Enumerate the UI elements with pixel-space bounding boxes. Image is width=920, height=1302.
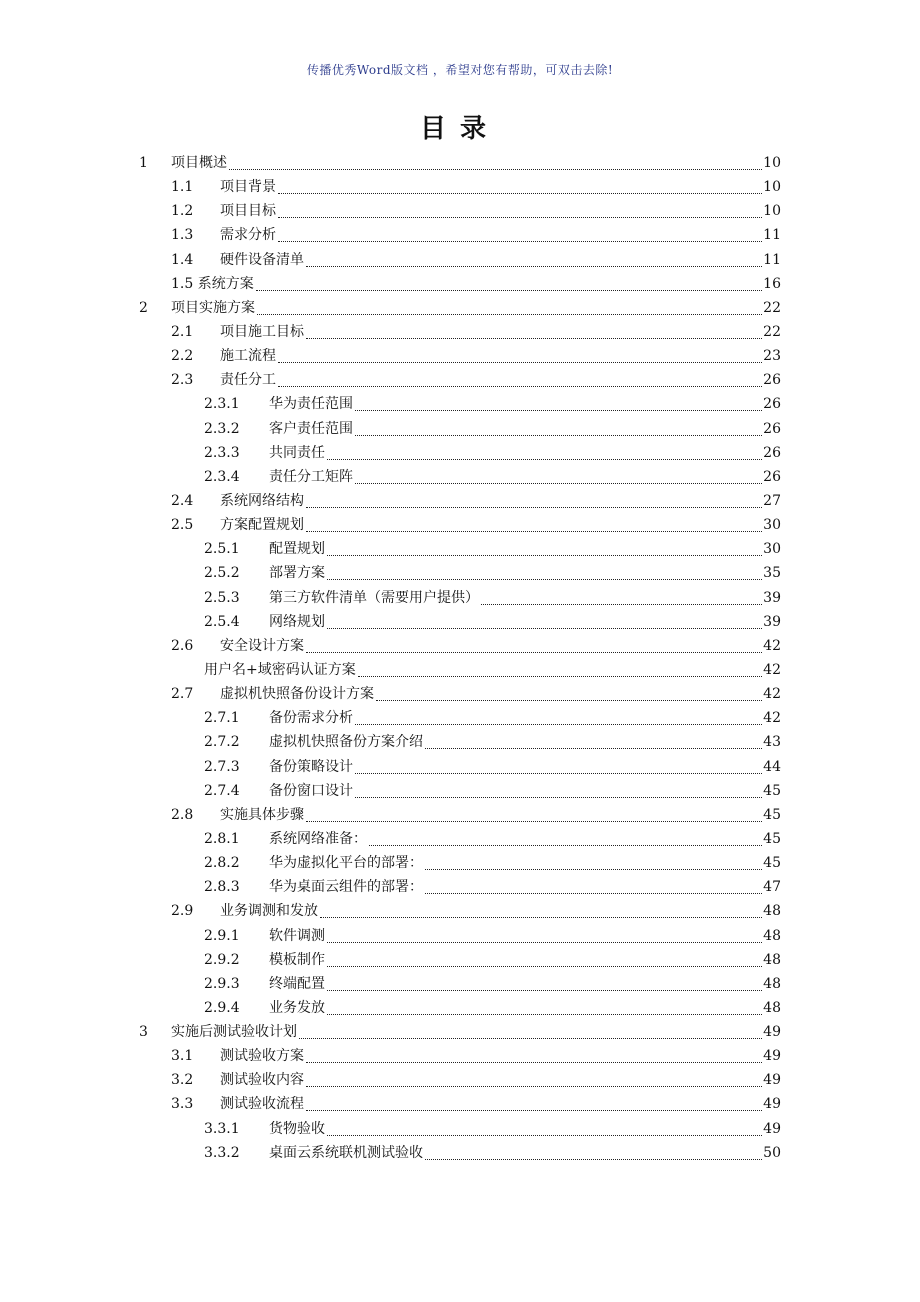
toc-entry-leader (220, 368, 781, 392)
toc-entry-title: 责任分工 (220, 372, 276, 389)
toc-entry[interactable] (0, 924, 920, 948)
toc-dot-leader (355, 483, 762, 484)
toc-entry-page: 26 (763, 468, 781, 485)
toc-entry-leader (204, 658, 781, 682)
toc-entry-title: 华为桌面云组件的部署： (269, 879, 423, 896)
toc-entry-title: 需求分析 (220, 227, 276, 244)
toc-entry-title: 项目施工目标 (220, 323, 304, 340)
toc-entry-number: 2.3.2 (204, 420, 240, 437)
toc-entry-page: 30 (763, 517, 781, 534)
toc-entry-leader (269, 924, 781, 948)
toc-entry[interactable] (0, 248, 920, 272)
toc-entry-page: 39 (763, 613, 781, 630)
toc-entry-number: 2.6 (171, 637, 194, 654)
toc-entry-title: 配置规划 (269, 541, 325, 558)
toc-entry-leader (269, 1141, 781, 1165)
toc-entry-number: 2.3.3 (204, 444, 240, 461)
toc-entry-leader (269, 586, 781, 610)
toc-dot-leader (425, 748, 762, 749)
toc-entry[interactable] (0, 392, 920, 416)
toc-entry[interactable] (0, 586, 920, 610)
toc-dot-leader (306, 531, 762, 532)
toc-dot-leader (320, 917, 762, 918)
toc-dot-leader (278, 193, 762, 194)
toc-entry-leader (171, 151, 781, 175)
toc-entry-leader (269, 730, 781, 754)
toc-dot-leader (481, 604, 762, 605)
toc-entry-leader (269, 706, 781, 730)
toc-entry[interactable] (0, 320, 920, 344)
toc-entry[interactable] (0, 755, 920, 779)
toc-entry[interactable] (0, 851, 920, 875)
toc-entry-title: 第三方软件清单（需要用户提供） (269, 589, 479, 606)
toc-entry-leader (269, 875, 781, 899)
toc-entry-title: 责任分工矩阵 (269, 468, 353, 485)
toc-dot-leader (425, 869, 762, 870)
toc-entry-title: 硬件设备清单 (220, 251, 304, 268)
toc-entry-leader (220, 899, 781, 923)
toc-title: 目录 (419, 114, 500, 144)
toc-entry[interactable] (0, 537, 920, 561)
toc-entry[interactable] (0, 875, 920, 899)
toc-entry-page: 48 (763, 951, 781, 968)
toc-entry-leader (220, 344, 781, 368)
toc-entry-leader (171, 272, 781, 296)
toc-entry-page: 49 (763, 1072, 781, 1089)
toc-entry-page: 42 (763, 710, 781, 727)
toc-entry[interactable] (0, 441, 920, 465)
toc-dot-leader (355, 797, 762, 798)
toc-entry-page: 22 (763, 299, 781, 316)
toc-dot-leader (306, 338, 762, 339)
toc-entry-leader (269, 465, 781, 489)
toc-entry-number: 2.9.2 (204, 951, 240, 968)
toc-entry[interactable] (0, 561, 920, 585)
toc-entry-leader (220, 634, 781, 658)
toc-entry-number: 2.8.1 (204, 830, 240, 847)
toc-entry-leader (269, 610, 781, 634)
toc-entry-leader (220, 803, 781, 827)
toc-entry-number: 2.7 (171, 686, 194, 703)
toc-entry[interactable] (0, 489, 920, 513)
toc-entry-number: 2.9.1 (204, 927, 240, 944)
toc-entry-number: 2.8 (171, 806, 194, 823)
toc-entry-title: 安全设计方案 (220, 637, 304, 654)
toc-entry[interactable] (0, 1092, 920, 1116)
toc-entry-number: 1.1 (171, 179, 194, 196)
toc-entry-leader (220, 199, 781, 223)
toc-entry-page: 16 (763, 275, 781, 292)
toc-entry-title: 华为虚拟化平台的部署： (269, 855, 423, 872)
toc-entry-title: 终端配置 (269, 975, 325, 992)
toc-entry-title: 系统网络结构 (220, 492, 304, 509)
toc-dot-leader (306, 266, 762, 267)
toc-entry[interactable] (0, 682, 920, 706)
toc-dot-leader (327, 942, 762, 943)
toc-entry[interactable] (0, 634, 920, 658)
toc-entry-page: 26 (763, 444, 781, 461)
toc-entry-leader (220, 1068, 781, 1092)
toc-entry-leader (269, 779, 781, 803)
toc-entry-number: 2.3 (171, 372, 194, 389)
toc-entry-leader (269, 755, 781, 779)
toc-dot-leader (306, 1062, 762, 1063)
toc-entry-leader (220, 1044, 781, 1068)
toc-entry-number: 2.4 (171, 492, 194, 509)
toc-dot-leader (376, 700, 762, 701)
toc-entry-title: 方案配置规划 (220, 517, 304, 534)
toc-dot-leader (327, 966, 762, 967)
toc-dot-leader (306, 652, 762, 653)
toc-entry-number: 2.7.1 (204, 710, 240, 727)
toc-entry[interactable] (0, 465, 920, 489)
toc-entry[interactable] (0, 296, 920, 320)
toc-entry-title: 桌面云系统联机测试验收 (269, 1144, 423, 1161)
toc-dot-leader (278, 362, 762, 363)
toc-entry-leader (269, 851, 781, 875)
toc-entry-leader (269, 827, 781, 851)
toc-entry-leader (269, 972, 781, 996)
toc-entry-page: 35 (763, 565, 781, 582)
toc-entry-page: 49 (763, 1096, 781, 1113)
toc-entry-number: 1.3 (171, 227, 194, 244)
toc-dot-leader (327, 990, 762, 991)
toc-entry-title: 用户名+域密码认证方案 (204, 661, 356, 678)
toc-entry-number: 2 (139, 299, 148, 316)
toc-entry-leader (269, 537, 781, 561)
toc-entry-leader (269, 441, 781, 465)
toc-entry-title: 备份窗口设计 (269, 782, 353, 799)
toc-entry-page: 48 (763, 903, 781, 920)
toc-entry-title: 备份需求分析 (269, 710, 353, 727)
toc-entry-title: 测试验收方案 (220, 1048, 304, 1065)
toc-dot-leader (306, 1110, 762, 1111)
toc-entry-number: 2.5.4 (204, 613, 240, 630)
toc-entry[interactable] (0, 827, 920, 851)
toc-entry[interactable] (0, 972, 920, 996)
toc-entry-leader (220, 248, 781, 272)
toc-dot-leader (306, 1086, 762, 1087)
toc-entry-number: 3.2 (171, 1072, 194, 1089)
toc-entry-leader (269, 1117, 781, 1141)
toc-entry-title: 项目目标 (220, 203, 276, 220)
toc-entry-title: 实施具体步骤 (220, 806, 304, 823)
toc-entry-leader (171, 296, 781, 320)
toc-entry-number: 2.5 (171, 517, 194, 534)
toc-entry-number: 2.9.4 (204, 999, 240, 1016)
toc-entry-number: 2.3.4 (204, 468, 240, 485)
toc-dot-leader (327, 1135, 762, 1136)
toc-entry[interactable] (0, 1044, 920, 1068)
toc-entry-page: 26 (763, 372, 781, 389)
toc-entry-page: 50 (763, 1144, 781, 1161)
toc-entry-page: 49 (763, 1120, 781, 1137)
toc-entry-title: 虚拟机快照备份方案介绍 (269, 734, 423, 751)
toc-entry-leader (269, 561, 781, 585)
toc-entry-page: 45 (763, 855, 781, 872)
toc-entry-title: 货物验收 (269, 1120, 325, 1137)
toc-entry-page: 11 (763, 251, 781, 268)
toc-entry-leader (269, 417, 781, 441)
toc-entry-page: 42 (763, 686, 781, 703)
toc-entry-title: 项目概述 (171, 155, 227, 171)
toc-dot-leader (355, 724, 762, 725)
toc-entry-number: 2.5.2 (204, 565, 240, 582)
toc-dot-leader (306, 507, 762, 508)
toc-entry-number: 3.3 (171, 1096, 194, 1113)
toc-dot-leader (327, 579, 762, 580)
toc-entry-page: 23 (763, 348, 781, 365)
toc-entry[interactable] (0, 610, 920, 634)
toc-entry-leader (269, 996, 781, 1020)
toc-entry-page: 48 (763, 975, 781, 992)
toc-entry-number: 2.9 (171, 903, 194, 920)
toc-entry-leader (220, 513, 781, 537)
toc-entry-number: 2.9.3 (204, 975, 240, 992)
toc-entry-page: 47 (763, 879, 781, 896)
toc-dot-leader (278, 241, 762, 242)
toc-entry-leader (220, 175, 781, 199)
toc-entry-leader (220, 489, 781, 513)
toc-entry[interactable] (0, 368, 920, 392)
toc-entry-number: 2.5.3 (204, 589, 240, 606)
toc-entry-leader (220, 223, 781, 247)
toc-entry-page: 49 (763, 1024, 781, 1041)
toc-dot-leader (358, 676, 762, 677)
toc-entry-title: 部署方案 (269, 565, 325, 582)
toc-entry[interactable] (0, 658, 920, 682)
toc-entry-title: 系统网络准备： (269, 830, 367, 847)
toc-entry-page: 42 (763, 637, 781, 654)
toc-entry-number: 2.7.4 (204, 782, 240, 799)
toc-dot-leader (278, 217, 762, 218)
toc-entry[interactable] (0, 151, 920, 175)
toc-entry-page: 10 (763, 203, 781, 220)
toc-entry[interactable] (0, 1020, 920, 1044)
toc-entry-title: 实施后测试验收计划 (171, 1024, 297, 1041)
toc-dot-leader (278, 386, 762, 387)
toc-entry-leader (220, 682, 781, 706)
toc-entry-page: 44 (763, 758, 781, 775)
toc-entry-page: 27 (763, 492, 781, 509)
toc-entry-number: 2.7.2 (204, 734, 240, 751)
toc-entry-page: 10 (763, 155, 781, 171)
toc-entry-page: 49 (763, 1048, 781, 1065)
toc-entry-title: 华为责任范围 (269, 396, 353, 413)
toc-dot-leader (425, 1159, 762, 1160)
toc-entry[interactable] (0, 175, 920, 199)
toc-entry-title: 测试验收流程 (220, 1096, 304, 1113)
toc-entry[interactable] (0, 779, 920, 803)
toc-entry-page: 39 (763, 589, 781, 606)
toc-entry-page: 48 (763, 927, 781, 944)
toc-entry[interactable] (0, 730, 920, 754)
toc-entry[interactable] (0, 803, 920, 827)
toc-entry-title: 测试验收内容 (220, 1072, 304, 1089)
toc-entry-page: 30 (763, 541, 781, 558)
toc-dot-leader (229, 169, 762, 170)
toc-dot-leader (306, 821, 762, 822)
toc-entry-page: 26 (763, 396, 781, 413)
toc-entry-number: 3.3.1 (204, 1120, 240, 1137)
toc-entry[interactable] (0, 344, 920, 368)
toc-entry-number: 2.3.1 (204, 396, 240, 413)
toc-entry-page: 48 (763, 999, 781, 1016)
toc-dot-leader (327, 628, 762, 629)
toc-entry-number: 1.4 (171, 251, 194, 268)
toc-entry-title: 软件调测 (269, 927, 325, 944)
toc-entry-leader (220, 1092, 781, 1116)
toc-entry-number: 2.8.3 (204, 879, 240, 896)
toc-entry-leader (171, 1020, 781, 1044)
toc-entry-number: 2.7.3 (204, 758, 240, 775)
toc-dot-leader (327, 1014, 762, 1015)
toc-dot-leader (425, 893, 762, 894)
toc-entry-page: 11 (763, 227, 781, 244)
toc-entry[interactable] (0, 706, 920, 730)
toc-entry-title: 模板制作 (269, 951, 325, 968)
toc-dot-leader (327, 459, 762, 460)
toc-entry-title: 业务调测和发放 (220, 903, 318, 920)
toc-entry[interactable] (0, 996, 920, 1020)
table-of-contents (0, 151, 920, 1165)
toc-entry-page: 45 (763, 782, 781, 799)
toc-entry-page: 10 (763, 179, 781, 196)
toc-entry-number: 3.3.2 (204, 1144, 240, 1161)
toc-entry-number: 2.8.2 (204, 855, 240, 872)
toc-entry-title: 网络规划 (269, 613, 325, 630)
toc-entry-title: 1.5 系统方案 (171, 275, 254, 292)
toc-entry[interactable] (0, 1117, 920, 1141)
toc-entry-page: 22 (763, 323, 781, 340)
toc-dot-leader (355, 435, 762, 436)
toc-entry-leader (269, 392, 781, 416)
toc-entry-title: 虚拟机快照备份设计方案 (220, 686, 374, 703)
toc-entry-number: 1 (139, 155, 148, 171)
toc-entry[interactable] (0, 272, 920, 296)
toc-dot-leader (369, 845, 762, 846)
toc-entry-number: 3.1 (171, 1048, 194, 1065)
toc-dot-leader (299, 1038, 762, 1039)
toc-dot-leader (257, 314, 762, 315)
toc-entry[interactable] (0, 948, 920, 972)
toc-entry-page: 42 (763, 661, 781, 678)
toc-entry[interactable] (0, 899, 920, 923)
toc-entry-page: 45 (763, 830, 781, 847)
toc-entry-page: 43 (763, 734, 781, 751)
toc-entry-number: 2.1 (171, 323, 194, 340)
toc-entry-title: 客户责任范围 (269, 420, 353, 437)
toc-dot-leader (327, 555, 762, 556)
toc-dot-leader (256, 290, 762, 291)
toc-dot-leader (355, 773, 762, 774)
toc-entry[interactable] (0, 1141, 920, 1165)
toc-entry-title: 项目实施方案 (171, 299, 255, 316)
toc-entry[interactable] (0, 199, 920, 223)
toc-entry-title: 备份策略设计 (269, 758, 353, 775)
toc-entry-title: 项目背景 (220, 179, 276, 196)
toc-entry-leader (220, 320, 781, 344)
toc-entry-number: 2.5.1 (204, 541, 240, 558)
toc-entry-page: 26 (763, 420, 781, 437)
toc-entry[interactable] (0, 513, 920, 537)
toc-entry[interactable] (0, 223, 920, 247)
toc-entry-title: 共同责任 (269, 444, 325, 461)
toc-entry-title: 施工流程 (220, 348, 276, 365)
toc-entry-leader (269, 948, 781, 972)
toc-entry-title: 业务发放 (269, 999, 325, 1016)
toc-entry-number: 2.2 (171, 348, 194, 365)
toc-dot-leader (355, 410, 762, 411)
toc-entry-page: 45 (763, 806, 781, 823)
toc-entry[interactable] (0, 1068, 920, 1092)
toc-entry-number: 1.2 (171, 203, 194, 220)
header-note: 传播优秀Word版文档 ，希望对您有帮助，可双击去除! (306, 63, 614, 77)
toc-entry-number: 3 (139, 1024, 148, 1041)
toc-entry[interactable] (0, 417, 920, 441)
